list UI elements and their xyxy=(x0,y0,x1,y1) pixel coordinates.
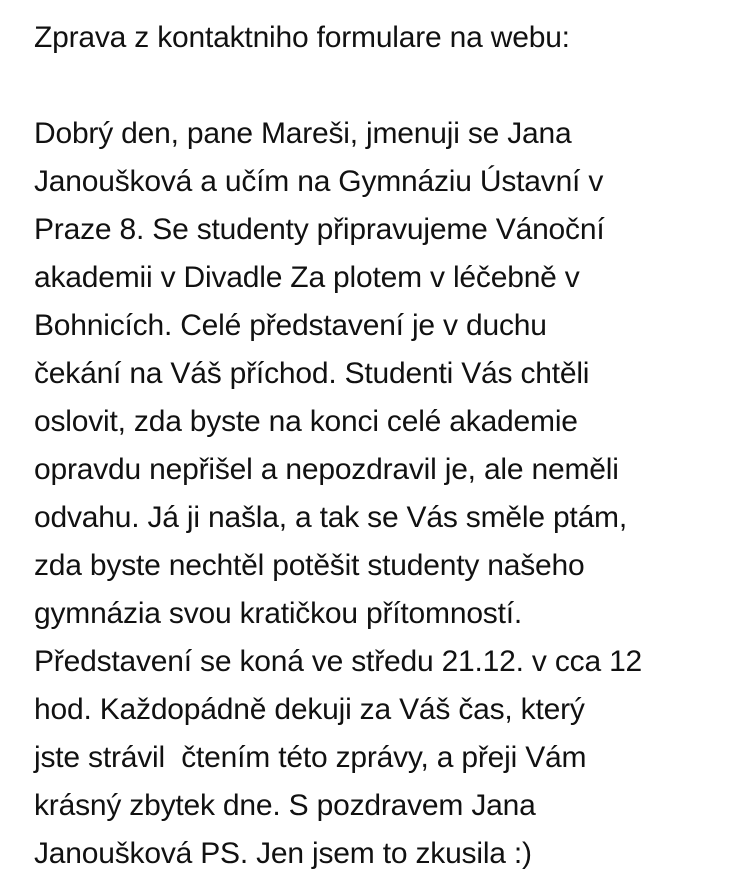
message-body-line: krásný zbytek dne. S pozdravem Jana xyxy=(34,789,536,822)
message-body-line: gymnázia svou kratičkou přítomností. xyxy=(34,597,523,630)
message-body-line: čekání na Váš příchod. Studenti Vás chtěli xyxy=(34,357,590,390)
message-body-line: odvahu. Já ji našla, a tak se Vás směle ptám, xyxy=(34,501,627,534)
message-body-line: Janoušková a učím na Gymnáziu Ústavní v xyxy=(34,165,604,198)
message-body-line: oslovit, zda byste na konci celé akademie xyxy=(34,405,578,438)
message-body-line: hod. Každopádně dekuji za Váš čas, který xyxy=(34,693,585,726)
message-body-line: Dobrý den, pane Mareši, jmenuji se Jana xyxy=(34,117,572,150)
message-heading: Zprava z kontaktniho formulare na webu: xyxy=(34,21,570,54)
message-body-line: Janoušková PS. Jen jsem to zkusila :) xyxy=(34,837,532,870)
message-body-line: jste strávil čtením této zprávy, a přeji Vám xyxy=(34,741,587,774)
message-body-line: zda byste nechtěl potěšit studenty našeho xyxy=(34,549,585,582)
message-body-line: akademii v Divadle Za plotem v léčebně v xyxy=(34,261,580,294)
message-body-line: opravdu nepřišel a nepozdravil je, ale neměli xyxy=(34,453,619,486)
message-body-line: Bohnicích. Celé představení je v duchu xyxy=(34,309,547,342)
message-body-line: Praze 8. Se studenty připravujeme Vánoční xyxy=(34,213,605,246)
message-body xyxy=(34,110,730,878)
message-body-line: Představení se koná ve středu 21.12. v cca 12 xyxy=(34,645,643,678)
